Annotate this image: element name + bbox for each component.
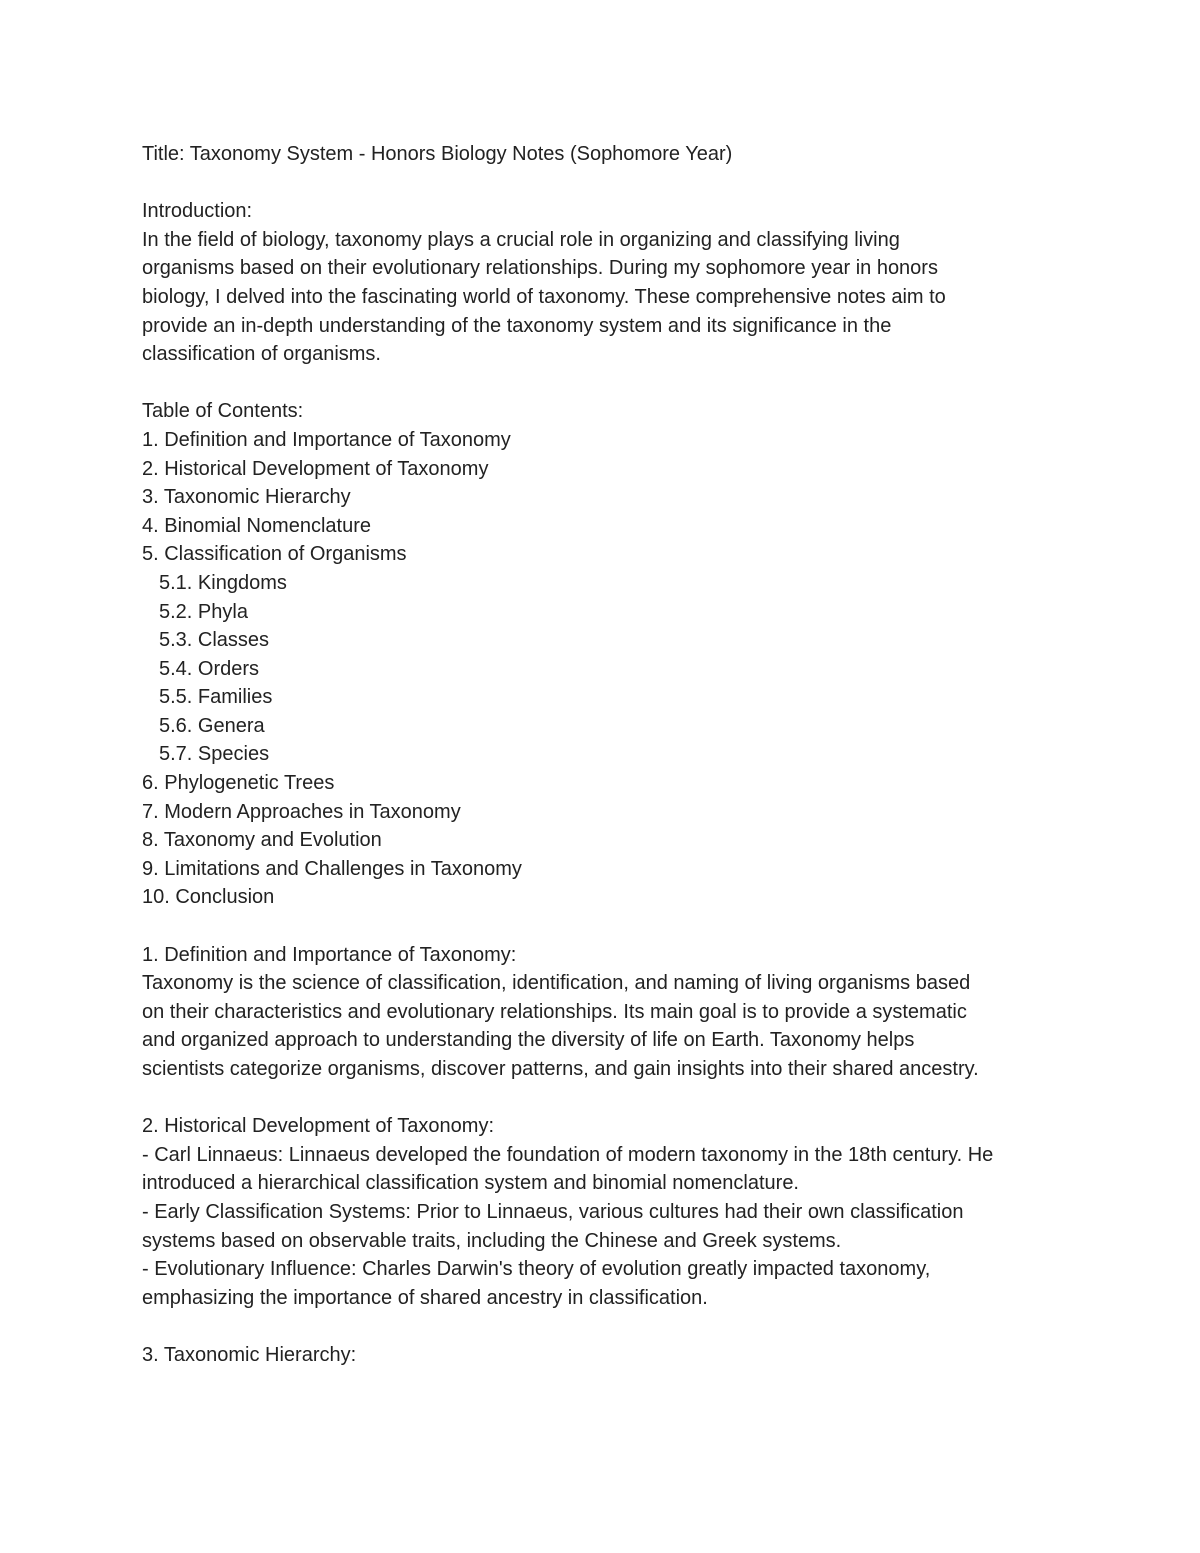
toc-heading: Table of Contents:: [142, 400, 304, 423]
toc-subitem: 5.5. Families: [159, 686, 273, 709]
introduction-heading: Introduction:: [142, 200, 253, 223]
toc-subitem: 5.1. Kingdoms: [159, 571, 287, 594]
toc-item: 1. Definition and Importance of Taxonomy: [142, 428, 511, 451]
toc-item: 9. Limitations and Challenges in Taxonomy: [142, 857, 522, 880]
section1-heading: 1. Definition and Importance of Taxonomy:: [142, 943, 517, 966]
section2-line: emphasizing the importance of shared ancestry in classification.: [142, 1286, 708, 1309]
section2-line: introduced a hierarchical classification system and binomial nomenclature.: [142, 1172, 799, 1195]
section1-line: and organized approach to understanding the diversity of life on Earth. Taxonomy helps: [142, 1029, 915, 1052]
introduction-line: biology, I delved into the fascinating world of taxonomy. These comprehensive notes aim to: [142, 285, 946, 308]
spacer: [142, 169, 1072, 198]
toc-item: 5. Classification of Organisms: [142, 543, 407, 566]
toc-subitem: 5.7. Species: [159, 743, 270, 766]
toc-item: 3. Taxonomic Hierarchy: [142, 486, 351, 509]
section2-line: - Early Classification Systems: Prior to Linnaeus, various cultures had their own classification: [142, 1200, 964, 1223]
section2-line: systems based on observable traits, including the Chinese and Greek systems.: [142, 1229, 842, 1252]
toc-subitem: 5.6. Genera: [159, 714, 265, 737]
toc-item: 2. Historical Development of Taxonomy: [142, 457, 489, 480]
toc-item: 6. Phylogenetic Trees: [142, 772, 335, 795]
toc-subitem: 5.2. Phyla: [159, 600, 248, 623]
toc-item: 4. Binomial Nomenclature: [142, 514, 371, 537]
introduction-line: In the field of biology, taxonomy plays a crucial role in organizing and classifying living: [142, 228, 900, 251]
introduction-line: classification of organisms.: [142, 343, 381, 366]
section1-line: scientists categorize organisms, discover patterns, and gain insights into their shared ancestry.: [142, 1058, 979, 1080]
introduction-line: provide an in-depth understanding of the taxonomy system and its significance in the: [142, 314, 892, 337]
document-title: Title: Taxonomy System - Honors Biology Notes (Sophomore Year): [142, 143, 733, 165]
toc-item: 8. Taxonomy and Evolution: [142, 829, 382, 852]
introduction-line: organisms based on their evolutionary relationships. During my sophomore year in honors: [142, 257, 938, 280]
toc-subitem: 5.3. Classes: [159, 629, 270, 652]
spacer: [142, 369, 1072, 398]
toc-subitem: 5.4. Orders: [159, 657, 260, 680]
section1-line: Taxonomy is the science of classification, identification, and naming of living organisms based: [142, 972, 971, 995]
spacer: [142, 1084, 1072, 1113]
section1-line: on their characteristics and evolutionary relationships. Its main goal is to provide a systematic: [142, 1000, 967, 1023]
section3-heading: 3. Taxonomic Hierarchy:: [142, 1343, 357, 1366]
spacer: [142, 1312, 1072, 1341]
spacer: [142, 912, 1072, 941]
section2-heading: 2. Historical Development of Taxonomy:: [142, 1115, 495, 1138]
document-page: [142, 140, 1072, 1370]
toc-item: 7. Modern Approaches in Taxonomy: [142, 800, 461, 823]
section2-line: - Evolutionary Influence: Charles Darwin's theory of evolution greatly impacted taxonomy,: [142, 1258, 931, 1281]
toc-item: 10. Conclusion: [142, 886, 275, 909]
section2-line: - Carl Linnaeus: Linnaeus developed the foundation of modern taxonomy in the 18th century. He: [142, 1143, 994, 1166]
